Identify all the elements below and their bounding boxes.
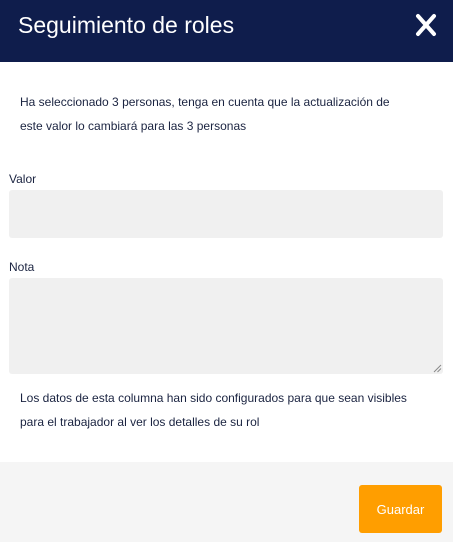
save-button[interactable]: Guardar — [359, 485, 442, 533]
close-icon — [415, 13, 437, 37]
modal-footer — [0, 462, 453, 542]
modal-title: Seguimiento de roles — [18, 12, 235, 38]
modal-header — [0, 0, 453, 62]
resize-grip-icon[interactable] — [433, 364, 442, 373]
nota-label: Nota — [9, 260, 35, 274]
selection-info — [20, 90, 420, 138]
nota-textarea[interactable] — [9, 278, 443, 374]
visibility-note-line: Los datos de esta columna han sido configurados para que sean visibles — [20, 391, 407, 405]
selection-info-line: Ha seleccionado 3 personas, tenga en cuenta que la actualización de — [20, 95, 390, 109]
selection-info-line: este valor lo cambiará para las 3 personas — [20, 119, 247, 133]
close-button[interactable] — [415, 13, 437, 37]
visibility-note-line: para el trabajador al ver los detalles de su rol — [20, 415, 260, 429]
visibility-note — [20, 386, 430, 434]
valor-input[interactable] — [9, 190, 443, 238]
valor-label: Valor — [9, 172, 37, 186]
